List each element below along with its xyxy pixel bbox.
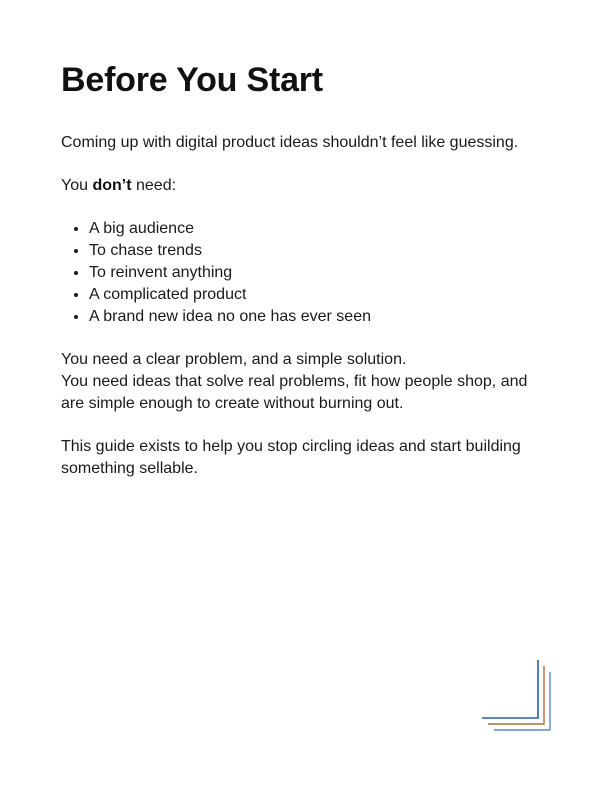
need-line-1: You need a clear problem, and a simple solution. bbox=[61, 351, 407, 368]
list-item: • A big audience bbox=[89, 218, 541, 240]
list-item: • To chase trends bbox=[89, 240, 541, 262]
list-item: • A brand new idea no one has ever seen bbox=[89, 306, 541, 328]
dont-need-paragraph bbox=[61, 175, 541, 197]
dont-need-suffix: need: bbox=[131, 177, 177, 194]
document-page bbox=[61, 58, 541, 480]
corner-line-light-blue bbox=[494, 672, 550, 730]
dont-need-emphasis: don’t bbox=[92, 177, 132, 194]
corner-decoration-icon bbox=[478, 658, 554, 734]
corner-line-blue bbox=[482, 660, 538, 718]
intro-paragraph: Coming up with digital product ideas shouldn’t feel like guessing. bbox=[61, 134, 519, 151]
list-item: • A complicated product bbox=[89, 284, 541, 306]
corner-line-brown bbox=[488, 666, 544, 724]
need-paragraph bbox=[61, 349, 541, 415]
dont-need-list bbox=[61, 218, 541, 328]
list-item: • To reinvent anything bbox=[89, 262, 541, 284]
need-line-2: You need ideas that solve real problems, fit how people shop, and are simple enough to create without burning out. bbox=[61, 373, 528, 412]
dont-need-prefix: You bbox=[61, 177, 93, 194]
page-title: Before You Start bbox=[61, 61, 323, 99]
guide-paragraph: This guide exists to help you stop circling ideas and start building something sellable. bbox=[61, 438, 521, 477]
